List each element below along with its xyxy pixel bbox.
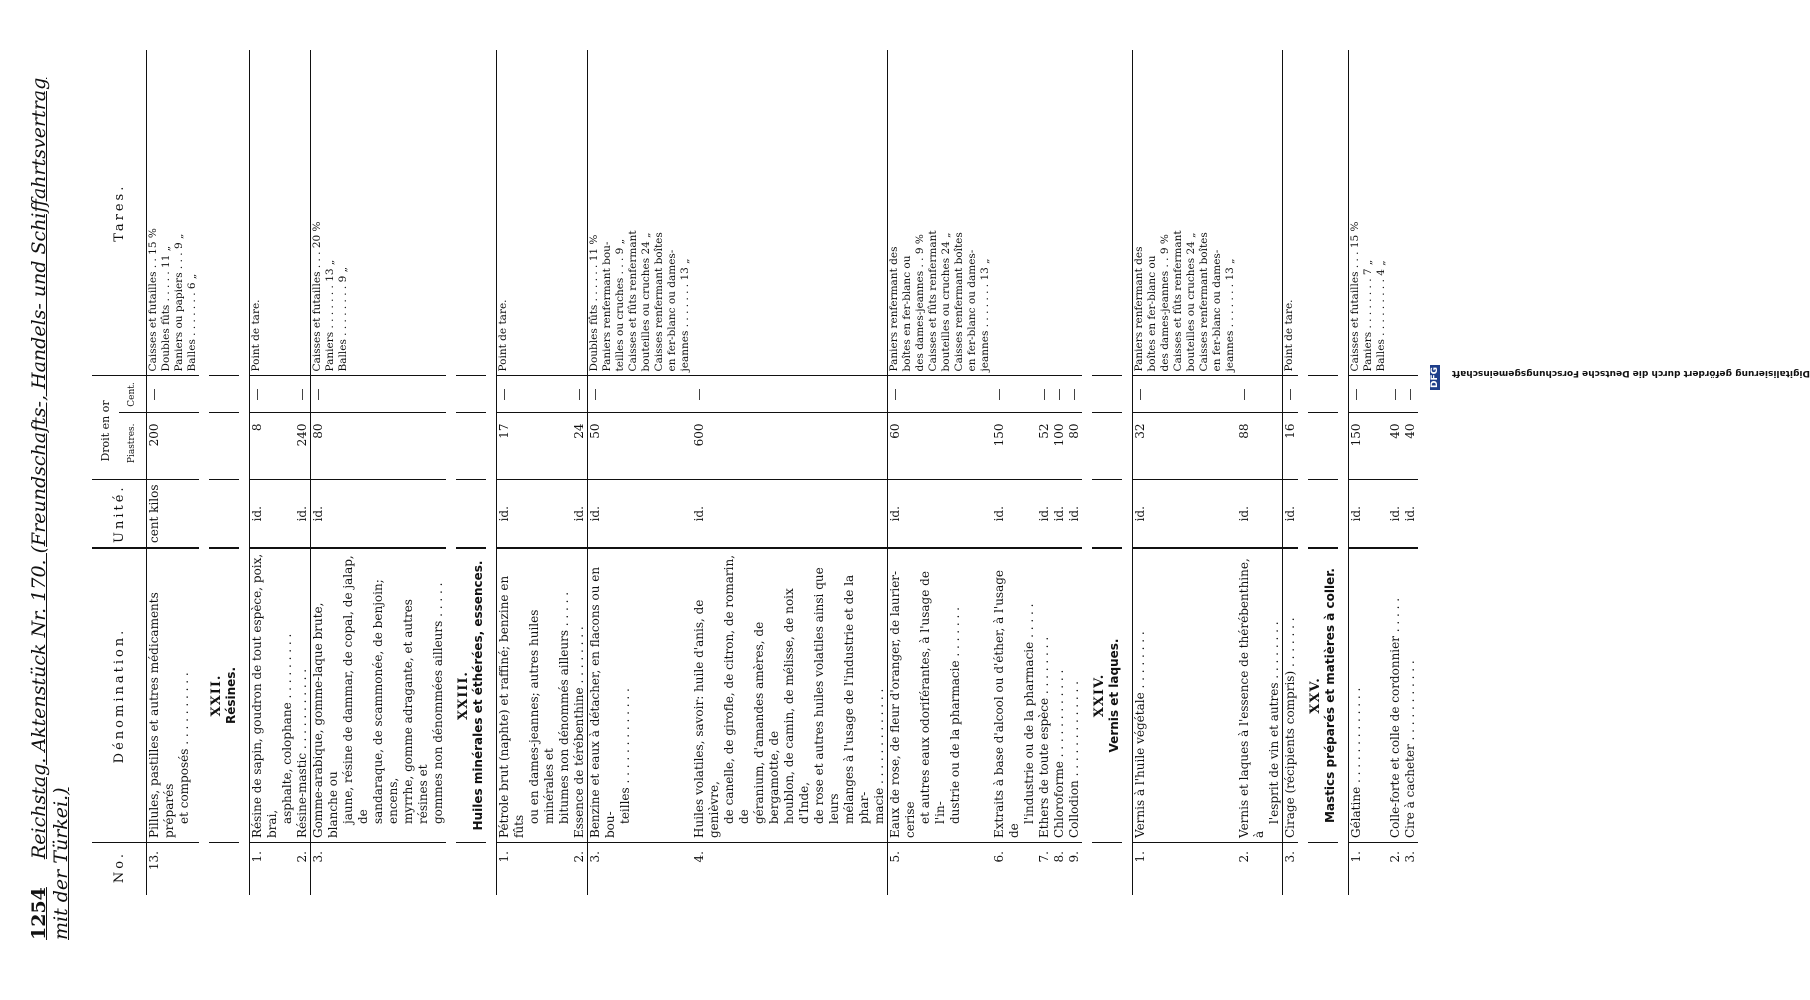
item-unite: id. xyxy=(1067,506,1081,522)
table-row xyxy=(1237,50,1283,895)
tare-line: Paniers . . . . . . . . 7 „ xyxy=(1362,259,1374,372)
item-piastres: 60 xyxy=(888,413,993,480)
item-denomination xyxy=(1283,548,1299,843)
denomination-line: bitumes non dénommés ailleurs . . . . . xyxy=(557,591,571,824)
page-number: 1254 xyxy=(28,887,50,940)
section-heading xyxy=(1308,548,1338,843)
table-row xyxy=(1133,50,1238,895)
item-unite: cent kilos xyxy=(147,484,161,543)
section-row xyxy=(1308,50,1338,895)
item-piastres: 150 xyxy=(1349,413,1389,480)
empty-cell xyxy=(1308,376,1338,413)
table-row xyxy=(572,50,588,895)
empty-cell xyxy=(1308,480,1338,548)
tare-line: Caisses et futailles . . 15 % xyxy=(147,228,159,372)
denomination-line: dustrie ou de la pharmacie . . . . . . . xyxy=(948,607,962,824)
section-no-cell xyxy=(1092,843,1122,896)
tare-line: boîtes en fer-blanc ou xyxy=(901,255,913,372)
item-piastres: 240 xyxy=(295,413,311,480)
tare-line: en fer-blanc ou dames- xyxy=(1211,249,1223,372)
item-piastres: 100 xyxy=(1052,413,1067,480)
denomination-line: Pillules, pastilles et autres médicaments préparés xyxy=(147,592,176,838)
tare-line: des dames-jeannes . . 9 % xyxy=(1159,234,1171,372)
tare-line: Balles . . . . . . . 6 „ xyxy=(186,273,198,372)
tare-line: jeannes . . . . . . . 13 „ xyxy=(979,258,991,372)
item-cent: — xyxy=(572,376,588,413)
denomination-line: myrrhe, gomme adragante, et autres résines et xyxy=(401,599,430,824)
empty-cell xyxy=(1092,376,1122,413)
item-tare xyxy=(147,50,200,376)
denomination-line: Pétrole brut (naphte) et raffiné; benzine en fûts xyxy=(497,575,526,838)
item-piastres: 200 xyxy=(147,413,200,480)
denomination-line: de rose et autres huiles volatiles ainsi que leurs xyxy=(812,567,841,824)
item-tare xyxy=(992,50,1037,376)
denomination-line: Gélatine . . . . . . . . . . . . . xyxy=(1349,687,1363,838)
section-gap xyxy=(1122,50,1133,895)
item-tare xyxy=(692,50,888,376)
table-row xyxy=(1283,50,1299,895)
tare-line: bouteilles ou cruches 24 „ xyxy=(640,232,652,372)
gap-cell xyxy=(446,843,456,896)
section-title: Vernis et laques. xyxy=(1107,638,1121,753)
tare-line: des dames-jeannes . . 9 % xyxy=(914,234,926,372)
item-cent: — xyxy=(1067,376,1082,413)
section-heading xyxy=(456,548,486,843)
tare-line: bouteilles ou cruches 24 „ xyxy=(1185,232,1197,372)
item-unite: id. xyxy=(572,506,586,522)
item-cent: — xyxy=(1133,376,1238,413)
item-denomination xyxy=(147,548,200,843)
table-row xyxy=(295,50,311,895)
item-unite: id. xyxy=(497,506,511,522)
item-piastres: 8 xyxy=(250,413,296,480)
tare-line: Paniers ou papiers . . . 9 „ xyxy=(173,233,185,372)
item-denomination xyxy=(588,548,693,843)
tare-line: Caisses renfermant boîtes xyxy=(953,232,965,372)
denomination-line: macie . . . . . . . . . . . . . xyxy=(872,688,886,824)
item-number: 2. xyxy=(1388,851,1402,863)
denomination-line: Collodion . . . . . . . . . . . . . xyxy=(1067,681,1081,838)
section-gap xyxy=(1298,50,1308,895)
gap-cell xyxy=(199,843,209,896)
section-row xyxy=(456,50,486,895)
item-tare xyxy=(295,50,311,376)
tare-line: Point de tare. xyxy=(250,299,262,372)
item-denomination xyxy=(497,548,573,843)
tare-line: jeannes . . . . . . . 13 „ xyxy=(1224,258,1236,372)
item-unite: id. xyxy=(992,506,1006,522)
item-number: 1. xyxy=(250,851,264,863)
col-header-tares: Tares. xyxy=(92,50,147,376)
tare-line: Balles . . . . . . . . 9 „ xyxy=(337,266,349,372)
item-number: 1. xyxy=(1133,851,1147,863)
item-tare xyxy=(888,50,993,376)
denomination-line: Cire à cacheter . . . . . . . . . . . xyxy=(1403,660,1417,838)
tare-line: Caisses et fûts renfermant xyxy=(627,230,639,372)
dfg-note xyxy=(1418,10,1810,400)
item-number: 5. xyxy=(888,851,902,863)
empty-cell xyxy=(1092,480,1122,548)
table-row xyxy=(1067,50,1082,895)
tariff-table xyxy=(92,50,1418,895)
denomination-line: Colle-forte et colle de cordonnier . . . . . xyxy=(1388,597,1402,838)
empty-cell xyxy=(456,50,486,376)
tare-line: en fer-blanc ou dames- xyxy=(666,249,678,372)
item-tare xyxy=(1283,50,1299,376)
gap-cell xyxy=(1298,843,1308,896)
item-piastres: 80 xyxy=(1067,413,1082,480)
item-cent: — xyxy=(992,376,1037,413)
item-denomination xyxy=(992,548,1037,843)
section-number: XXIV. xyxy=(1092,673,1107,718)
col-header-cent: Cent. xyxy=(119,376,147,413)
tare-line: teilles ou cruches . . . 9 „ xyxy=(614,238,626,372)
denomination-line: Essence de térébenthine . . . . . . . . xyxy=(572,626,586,838)
tare-line: Balles . . . . . . . . . 4 „ xyxy=(1375,260,1387,372)
item-cent: — xyxy=(692,376,888,413)
section-number: XXII. xyxy=(209,674,224,717)
gap-cell xyxy=(1338,843,1349,896)
item-number: 7. xyxy=(1037,851,1051,863)
denomination-line: ou en dames-jeannes; autres huiles minérales et xyxy=(527,609,556,824)
section-no-cell xyxy=(456,843,486,896)
tare-line: Paniers renfermant des xyxy=(1133,246,1145,372)
tare-line: Caisses et fûts renfermant xyxy=(927,230,939,372)
item-tare xyxy=(1403,50,1418,376)
section-row xyxy=(1092,50,1122,895)
item-cent: — xyxy=(1052,376,1067,413)
item-unite: id. xyxy=(295,506,309,522)
item-denomination xyxy=(1052,548,1067,843)
empty-cell xyxy=(456,413,486,480)
section-number: XXIII. xyxy=(456,671,471,720)
item-piastres: 88 xyxy=(1237,413,1283,480)
page-header xyxy=(28,40,72,940)
item-cent: — xyxy=(888,376,993,413)
section-gap xyxy=(486,50,497,895)
item-denomination xyxy=(250,548,296,843)
item-unite: id. xyxy=(588,506,602,522)
item-cent: — xyxy=(1037,376,1052,413)
item-number: 6. xyxy=(992,851,1006,863)
item-number: 13. xyxy=(147,851,161,871)
table-header-row xyxy=(92,50,119,895)
tare-line: Paniers . . . . . . . 13 „ xyxy=(324,259,336,372)
item-unite: id. xyxy=(1052,506,1066,522)
tare-line: en fer-blanc ou dames- xyxy=(966,249,978,372)
item-number: 8. xyxy=(1052,851,1066,863)
table-row xyxy=(588,50,693,895)
col-header-unite: Unité. xyxy=(92,480,147,548)
denomination-line: et composés . . . . . . . . . . xyxy=(177,672,191,824)
item-denomination xyxy=(295,548,311,843)
item-denomination xyxy=(572,548,588,843)
gap-cell xyxy=(239,843,250,896)
denomination-line: teilles . . . . . . . . . . . . . xyxy=(618,688,632,824)
item-number: 9. xyxy=(1067,851,1081,863)
denomination-line: Résine de sapin, goudron de tout espèce, poix, brai, xyxy=(250,553,279,838)
item-unite: id. xyxy=(1237,506,1251,522)
table-row xyxy=(992,50,1037,895)
section-gap xyxy=(1082,50,1092,895)
item-cent: — xyxy=(1283,376,1299,413)
col-header-no: No. xyxy=(92,843,147,896)
tare-line: Caisses et fûts renfermant xyxy=(1172,230,1184,372)
item-unite: id. xyxy=(1037,506,1051,522)
item-tare xyxy=(1237,50,1283,376)
section-number: XXV. xyxy=(1308,677,1323,714)
tare-line: Caisses renfermant boîtes xyxy=(653,232,665,372)
item-denomination xyxy=(1237,548,1283,843)
empty-cell xyxy=(1092,413,1122,480)
gap-cell xyxy=(486,843,497,896)
item-piastres: 16 xyxy=(1283,413,1299,480)
item-unite: id. xyxy=(1349,506,1363,522)
item-piastres: 52 xyxy=(1037,413,1052,480)
denomination-line: de canelle, de girofle, de citron, de romarin, de xyxy=(722,554,751,824)
denomination-line: mélanges à l'usage de l'industrie et de la phar- xyxy=(842,574,871,824)
item-piastres: 80 xyxy=(311,413,447,480)
denomination-line: l'esprit de vin et autres . . . . . . . . xyxy=(1267,621,1281,824)
table-row xyxy=(888,50,993,895)
tare-line: jeannes . . . . . . . 13 „ xyxy=(679,258,691,372)
item-number: 2. xyxy=(1237,851,1251,863)
item-piastres: 32 xyxy=(1133,413,1238,480)
item-tare xyxy=(1052,50,1067,376)
item-cent: — xyxy=(497,376,573,413)
section-no-cell xyxy=(1308,843,1338,896)
denomination-line: gommes non dénommées ailleurs . . . . . xyxy=(431,582,445,824)
empty-cell xyxy=(209,50,239,376)
section-title: Mastics préparés et matières à coller. xyxy=(1323,568,1337,823)
item-denomination xyxy=(1388,548,1403,843)
denomination-line: sandaraque, de scammonée, de benjoin; encens, xyxy=(371,579,400,824)
item-piastres: 24 xyxy=(572,413,588,480)
denomination-line: Chloroforme . . . . . . . . . . . . xyxy=(1052,669,1066,838)
section-no-cell xyxy=(209,843,239,896)
item-denomination xyxy=(888,548,993,843)
table-row xyxy=(1037,50,1052,895)
item-piastres: 50 xyxy=(588,413,693,480)
table-body xyxy=(147,50,1419,895)
tare-line: Caisses et futailles . . . 15 % xyxy=(1349,221,1361,372)
item-number: 2. xyxy=(295,851,309,863)
tare-line: Point de tare. xyxy=(1283,299,1295,372)
denomination-line: houblon, de camin, de mélisse, de noix d'Inde, xyxy=(782,588,811,824)
table-row xyxy=(147,50,200,895)
section-row xyxy=(209,50,239,895)
denomination-line: Huiles volatiles, savoir: huile d'anis, de genièvre, xyxy=(692,599,721,838)
item-unite: id. xyxy=(888,506,902,522)
table-row xyxy=(1349,50,1389,895)
denomination-line: Cirage (récipients compris) . . . . . . . xyxy=(1283,617,1297,838)
dfg-note-text: Digitalisierung gefördert durch die Deutsche Forschungsgemeinschaft xyxy=(1451,368,1810,378)
item-tare xyxy=(250,50,296,376)
item-denomination xyxy=(311,548,447,843)
denomination-line: Gomme-arabique, gomme-laque brute, blanche ou xyxy=(311,602,340,838)
item-tare xyxy=(1349,50,1389,376)
section-gap xyxy=(446,50,456,895)
denomination-line: et autres eaux odoriférantes, à l'usage de l'in- xyxy=(918,571,947,824)
item-piastres: 40 xyxy=(1388,413,1403,480)
col-header-droit: Droit en or xyxy=(92,376,119,480)
item-cent: — xyxy=(1349,376,1389,413)
dfg-logo: DFG xyxy=(1430,366,1440,388)
empty-cell xyxy=(209,376,239,413)
denomination-line: Vernis et laques à l'essence de thérébenthine, à xyxy=(1237,558,1266,838)
item-piastres: 150 xyxy=(992,413,1037,480)
item-unite: id. xyxy=(1403,506,1417,522)
tare-line: Caisses renfermant boîtes xyxy=(1198,232,1210,372)
empty-cell xyxy=(209,413,239,480)
item-denomination xyxy=(1349,548,1389,843)
denomination-line: Ethers de toute espèce . . . . . . . . xyxy=(1037,636,1051,838)
section-title: Huiles minérales et éthérées, essences. xyxy=(471,560,485,831)
item-unite: id. xyxy=(311,506,325,522)
item-tare xyxy=(588,50,693,376)
item-piastres: 40 xyxy=(1403,413,1418,480)
item-number: 3. xyxy=(311,851,325,863)
tare-line: Doubles fûts . . . . . . 11 % xyxy=(588,234,600,372)
item-number: 3. xyxy=(1283,851,1297,863)
item-piastres: 600 xyxy=(692,413,888,480)
item-tare xyxy=(572,50,588,376)
denomination-line: asphalte, colophane . . . . . . . . . xyxy=(280,633,294,824)
table-row xyxy=(250,50,296,895)
item-cent: — xyxy=(1237,376,1283,413)
item-piastres: 17 xyxy=(497,413,573,480)
item-number: 3. xyxy=(1403,851,1417,863)
item-number: 1. xyxy=(1349,851,1363,863)
item-cent: — xyxy=(1388,376,1403,413)
item-denomination xyxy=(692,548,888,843)
tare-line: bouteilles ou cruches 24 „ xyxy=(940,232,952,372)
empty-cell xyxy=(456,376,486,413)
denomination-line: géranium, d'amandes amères, de bergamotte, de xyxy=(752,621,781,824)
item-tare xyxy=(497,50,573,376)
table-row xyxy=(497,50,573,895)
tare-line: Paniers renfermant des xyxy=(888,246,900,372)
item-unite: id. xyxy=(250,506,264,522)
denomination-line: Benzine et eaux à détacher, en flacons ou en bou- xyxy=(588,566,617,838)
item-number: 1. xyxy=(497,851,511,863)
item-denomination xyxy=(1403,548,1418,843)
denomination-line: l'industrie ou de la pharmacie . . . . . xyxy=(1022,603,1036,824)
item-unite: id. xyxy=(692,506,706,522)
section-gap xyxy=(1338,50,1349,895)
empty-cell xyxy=(1092,50,1122,376)
item-cent: — xyxy=(588,376,693,413)
page-title: Reichstag. Aktenstück Nr. 170. (Freundschafts-, Handels- und Schiffahrtsvertrag mit der Türkei.) xyxy=(28,77,72,940)
denomination-line: jaune, résine de dammar, de copal, de jalap, de xyxy=(341,555,370,824)
table-row xyxy=(1388,50,1403,895)
gap-cell xyxy=(1082,843,1092,896)
denomination-line: Eaux de rose, de fleur d'oranger, de laurier-cerise xyxy=(888,570,917,838)
section-gap xyxy=(199,50,209,895)
tare-line: Caisses et futailles . . . 20 % xyxy=(311,221,323,372)
gap-cell xyxy=(1122,843,1133,896)
empty-cell xyxy=(209,480,239,548)
item-denomination xyxy=(1037,548,1052,843)
item-unite: id. xyxy=(1133,506,1147,522)
table-row xyxy=(311,50,447,895)
section-heading xyxy=(209,548,239,843)
item-cent: — xyxy=(311,376,447,413)
item-cent: — xyxy=(147,376,200,413)
table-row xyxy=(1052,50,1067,895)
item-denomination xyxy=(1067,548,1082,843)
item-tare xyxy=(311,50,447,376)
item-unite: id. xyxy=(1388,506,1402,522)
tare-line: Doubles fûts . . . . . 11 „ xyxy=(160,245,172,372)
section-title: Résines. xyxy=(224,666,238,725)
table-row xyxy=(692,50,888,895)
empty-cell xyxy=(1308,413,1338,480)
section-heading xyxy=(1092,548,1122,843)
item-tare xyxy=(1388,50,1403,376)
empty-cell xyxy=(1308,50,1338,376)
item-number: 4. xyxy=(692,851,706,863)
tare-line: boîtes en fer-blanc ou xyxy=(1146,255,1158,372)
col-header-denomination: Dénomination. xyxy=(92,548,147,843)
item-tare xyxy=(1133,50,1238,376)
item-tare xyxy=(1067,50,1082,376)
table-row xyxy=(1403,50,1418,895)
item-tare xyxy=(1037,50,1052,376)
item-unite: id. xyxy=(1283,506,1297,522)
denomination-line: Extraits à base d'alcool ou d'éther, à l'usage de xyxy=(992,569,1021,838)
denomination-line: Vernis à l'huile végétale . . . . . . . . xyxy=(1133,631,1147,838)
item-number: 3. xyxy=(588,851,602,863)
denomination-line: Résine-mastic . . . . . . . . . . . xyxy=(295,668,309,838)
col-header-piastres: Piastres. xyxy=(119,413,147,480)
item-denomination xyxy=(1133,548,1238,843)
section-gap xyxy=(239,50,250,895)
item-number: 2. xyxy=(572,851,586,863)
tare-line: Point de tare. xyxy=(497,299,509,372)
item-cent: — xyxy=(250,376,296,413)
item-cent: — xyxy=(1403,376,1418,413)
item-cent: — xyxy=(295,376,311,413)
tare-line: Paniers renfermant bou- xyxy=(601,241,613,372)
empty-cell xyxy=(456,480,486,548)
